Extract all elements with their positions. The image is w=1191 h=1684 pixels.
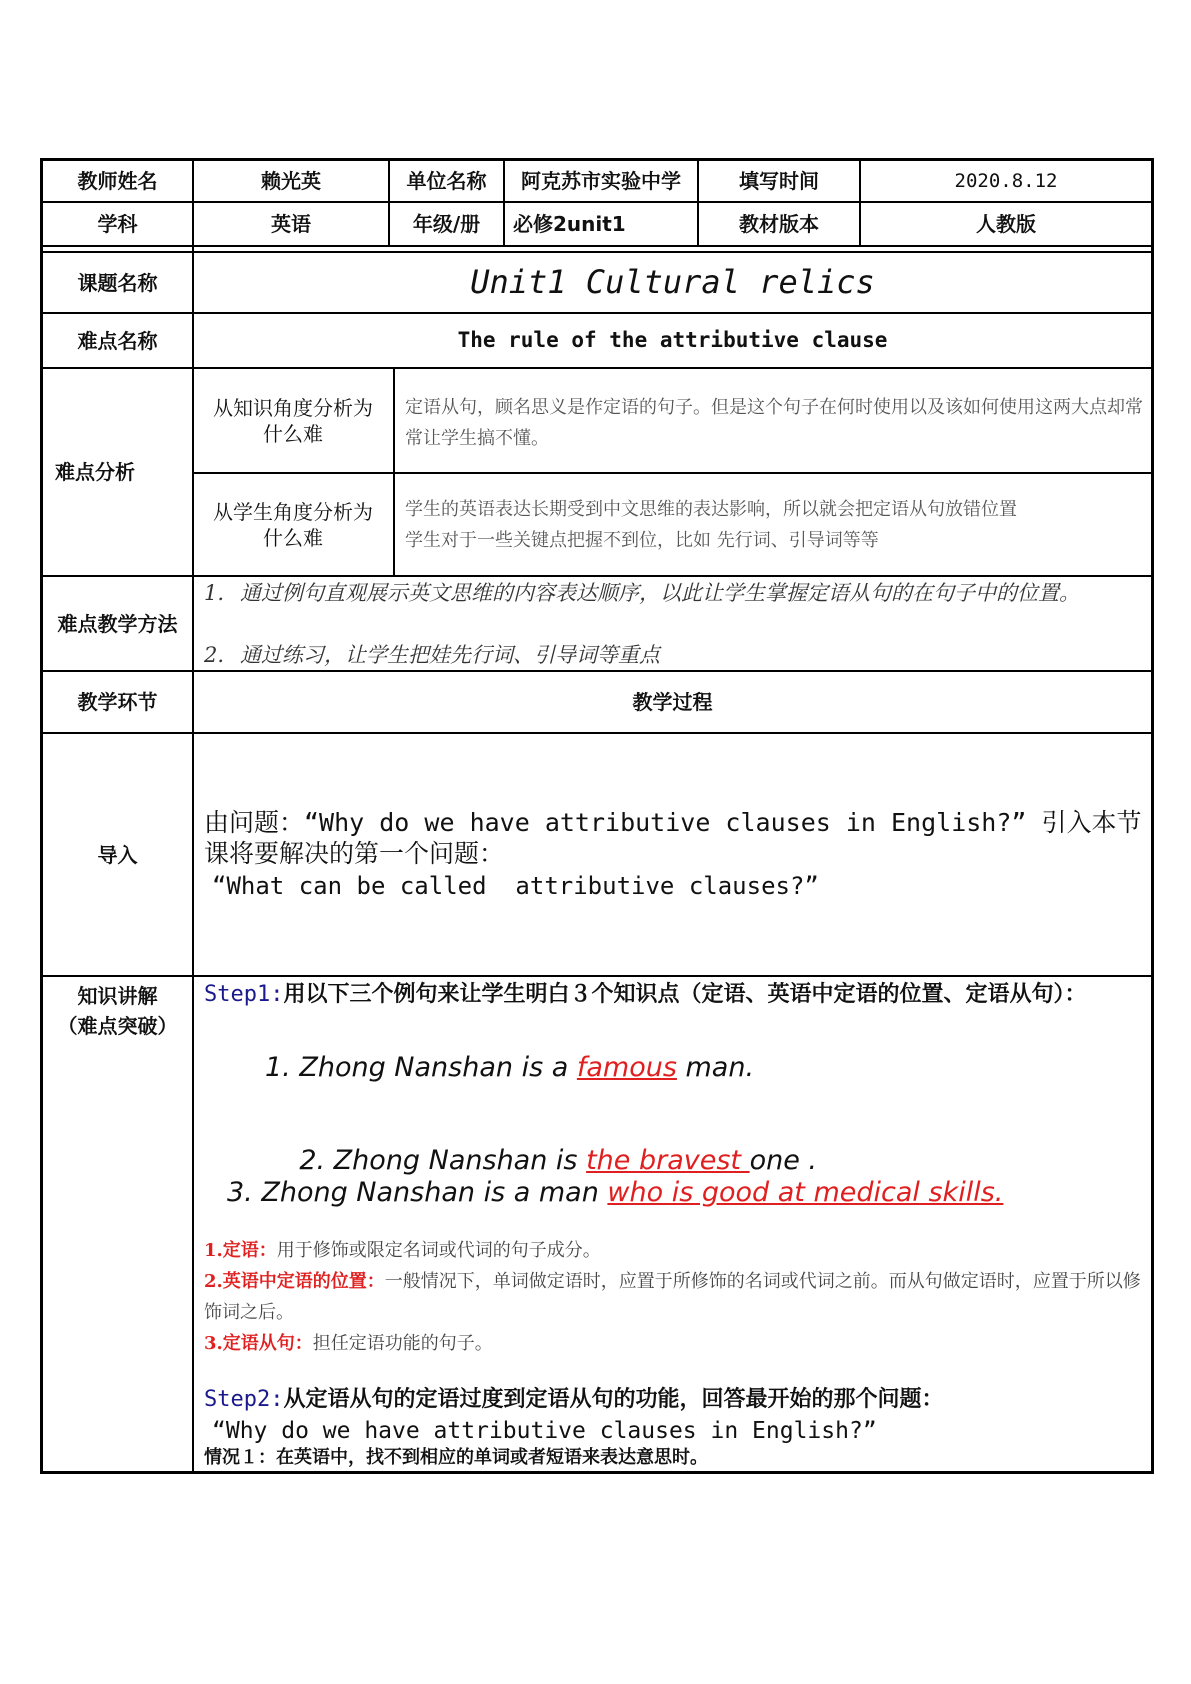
definition-2 [204,1266,1146,1328]
example-1-prefix: 1. Zhong Nanshan is a [265,1052,577,1083]
intro-question: 由问题：“Why do we have attributive clauses in English?” 引入本节课将要解决的第一个问题： [204,808,1142,868]
teaching-method-label: 难点教学方法 [57,611,178,636]
row-divider [40,732,1154,734]
row-divider [40,245,1154,247]
fill-date-label: 填写时间 [739,169,819,193]
topic-label: 课题名称 [77,270,158,295]
step1-text: 用以下三个例句来让学生明白３个知识点（定语、英语中定语的位置、定语从句）： [283,982,1087,1007]
definition-1-tag: 1.定语： [204,1240,277,1261]
knowledge-angle-label: 从知识角度分析为什么难 [213,395,373,446]
subject-label: 学科 [97,212,138,236]
definition-3-tag: 3.定语从句： [204,1333,313,1354]
difficulty-name-label: 难点名称 [77,328,158,353]
definition-1 [204,1235,1144,1266]
student-angle-text-2: 学生对于一些关键点把握不到位，比如 先行词、引导词等等 [405,530,879,551]
example-2-attribute: the bravest [586,1145,750,1176]
grade-label: 年级/册 [412,212,481,236]
col-divider [393,367,395,576]
definition-2-tag: 2.英语中定语的位置： [204,1271,385,1292]
example-1-attribute: famous [576,1052,677,1083]
method-item-2 [204,640,1144,671]
example-2-prefix: 2. Zhong Nanshan is [299,1145,587,1176]
teacher-name-label: 教师姓名 [77,169,158,193]
method-item-2-text: 通过练习，让学生把娃先行词、引导词等重点 [240,643,660,667]
student-angle-text-1: 学生的英语表达长期受到中文思维的表达影响，所以就会把定语从句放错位置 [405,499,1017,520]
definition-3 [204,1328,1144,1359]
difficulty-name-value: The rule of the attributive clause [457,327,888,352]
step2-question: “Why do we have attributive clauses in English?” [212,1418,877,1444]
intro-sub-question: “What can be called attributive clauses?” [212,872,819,900]
case-1: 情况１：在英语中，找不到相应的单词或者短语来表达意思时。 [204,1447,708,1468]
table-border-right [1151,158,1154,1474]
teacher-name-value: 赖光英 [261,169,321,193]
step1-tag: Step1: [204,982,284,1007]
difficulty-analysis-label: 难点分析 [55,460,135,484]
textbook-label: 教材版本 [739,212,819,236]
knowledge-angle-text: 定语从句，顾名思义是作定语的句子。但是这个句子在何时使用以及该如何使用这两大点却常常让学生搞不懂。 [405,397,1143,449]
row-divider [40,975,1154,977]
fill-date-value: 2020.8.12 [954,169,1058,192]
method-item-2-number: 2. [204,643,225,667]
step2-text: 从定语从句的定语过度到定语从句的功能，回答最开始的那个问题： [283,1387,944,1412]
knowledge-label [43,981,192,1041]
method-item-1 [204,578,1144,609]
row-divider [40,575,1154,577]
knowledge-label-line-1: 知识讲解 [77,984,158,1008]
step2-tag: Step2: [204,1387,284,1412]
knowledge-label-line-2: （难点突破） [57,1014,178,1038]
definition-2-text: 一般情况下，单词做定语时，应置于所修饰的名词或代词之前。而从句做定语时，应置于所以修饰词之后。 [204,1271,1141,1323]
student-angle-label: 从学生角度分析为什么难 [213,499,373,550]
intro-label: 导入 [97,842,138,867]
example-1-suffix: man. [676,1052,755,1083]
example-2-suffix: one . [749,1145,818,1176]
step1-paragraph [204,979,1144,1010]
topic-value: Unit1 Cultural relics [470,262,875,301]
unit-name-value: 阿克苏市实验中学 [521,169,681,193]
subject-value: 英语 [271,212,311,236]
unit-name-label: 单位名称 [406,169,487,193]
textbook-value: 人教版 [976,212,1036,236]
grade-value: 必修2unit1 [513,212,626,236]
table-border-bottom [40,1471,1154,1474]
step2-paragraph [204,1384,1144,1415]
example-3-attribute: who is good at medical skills. [607,1177,1004,1208]
example-sentence-1 [265,1052,754,1083]
definition-1-text: 用于修饰或限定名词或代词的句子成分。 [276,1240,601,1261]
method-item-1-text: 通过例句直观展示英文思维的内容表达顺序，以此让学生掌握定语从句的在句子中的位置。 [240,581,1080,605]
example-sentence-3 [227,1177,1003,1208]
teaching-process-label: 教学过程 [632,690,713,714]
definition-3-text: 担任定语功能的句子。 [312,1333,493,1354]
example-3-prefix: 3. Zhong Nanshan is a man [227,1177,608,1208]
teaching-stage-label: 教学环节 [77,690,158,714]
method-item-1-number: 1. [204,581,225,605]
